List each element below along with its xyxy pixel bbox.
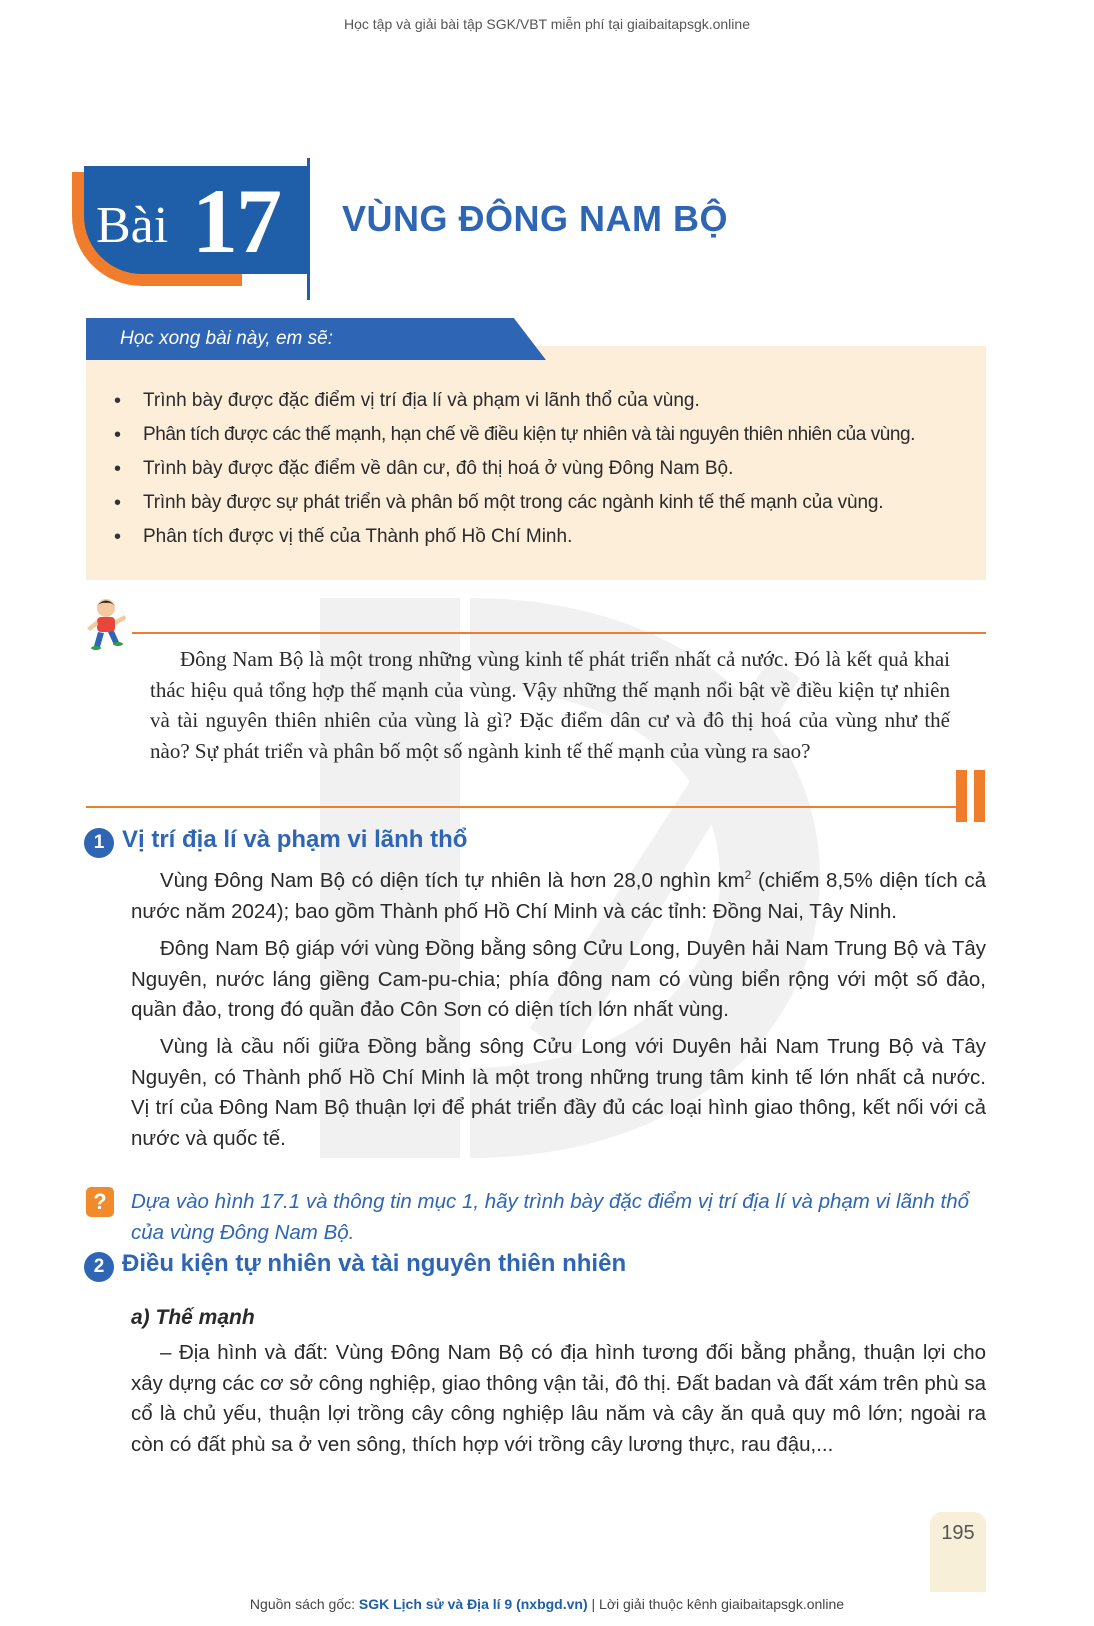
lesson-badge-word: Bài [96, 197, 169, 254]
page-number: 195 [941, 1522, 975, 1544]
footer-suffix: | Lời giải thuộc kênh giaibaitapsgk.online [587, 1596, 845, 1612]
objective-item: • Trình bày được đặc điểm về dân cư, đô thị hoá ở vùng Đông Nam Bộ. [110, 452, 980, 486]
intro-top-rule [132, 632, 986, 634]
section-2-title: Điều kiện tự nhiên và tài nguyên thiên nhiên [122, 1250, 627, 1277]
intro-end-marker [956, 770, 986, 822]
footer [0, 1596, 1094, 1612]
subsection-a-title: a) Thế mạnh [131, 1306, 255, 1329]
objective-item: • Phân tích được vị thế của Thành phố Hồ Chí Minh. [110, 520, 980, 554]
section-1-paragraph-3: Vùng là cầu nối giữa Đồng bằng sông Cửu Long với Duyên hải Nam Trung Bộ và Tây Nguyên, có Thành phố Hồ Chí Minh là một trong những trung tâm kinh tế lớn nhất cả nước. Vị trí của Đông Nam Bộ thuận lợi để phát triển đầy đủ các loại hình giao thông, kết nối với cả nước và quốc tế. [131, 1035, 986, 1150]
section-1-paragraph-2: Đông Nam Bộ giáp với vùng Đồng bằng sông Cửu Long, Duyên hải Nam Trung Bộ và Tây Nguyên, nước láng giềng Cam-pu-chia; phía đông nam có vùng biển rộng với một số đảo, quần đảo, trong đó quần đảo Côn Sơn có diện tích lớn nhất vùng. [131, 937, 986, 1021]
section-2-paragraph-1: – Địa hình và đất: Vùng Đông Nam Bộ có địa hình tương đối bằng phẳng, thuận lợi cho xây dựng các cơ sở công nghiệp, giao thông vận tải, đô thị. Đất badan và đất xám trên phù sa cổ là chủ yếu, thuận lợi trồng cây công nghiệp lâu năm và cây ăn quả quy mô lớn; ngoài ra còn có đất phù sa ở ven sông, thích hợp với trồng cây lương thực, rau đậu,... [131, 1341, 986, 1456]
lesson-title: VÙNG ĐÔNG NAM BỘ [342, 198, 728, 239]
footer-source-link[interactable]: SGK Lịch sử và Địa lí 9 (nxbgd.vn) [358, 1596, 588, 1612]
question-icon: ? [86, 1187, 114, 1217]
intro-paragraph: Đông Nam Bộ là một trong những vùng kinh tế phát triển nhất cả nước. Đó là kết quả khai thác hiệu quả tổng hợp thế mạnh của vùng. Vậy những thế mạnh nổi bật về điều kiện tự nhiên và tài nguyên thiên nhiên của vùng là gì? Đặc điểm dân cư và đô thị hoá của vùng như thế nào? Sự phát triển và phân bố một số ngành kinh tế thế mạnh của vùng ra sao? [150, 647, 950, 763]
question-text: Dựa vào hình 17.1 và thông tin mục 1, hãy trình bày đặc điểm vị trí địa lí và phạm vi lãnh thổ của vùng Đông Nam Bộ. [131, 1190, 970, 1244]
objectives-list [110, 384, 980, 554]
objectives-heading: Học xong bài này, em sẽ: [120, 328, 333, 349]
top-note: Học tập và giải bài tập SGK/VBT miễn phí tại giaibaitapsgk.online [344, 16, 750, 32]
section-1-paragraph-1: Vùng Đông Nam Bộ có diện tích tự nhiên là hơn 28,0 nghìn $km^2$ (chiếm 8,5% diện tích cả nước năm 2024); bao gồm Thành phố Hồ Chí Minh và các tỉnh: Đồng Nai, Tây Ninh. [131, 868, 986, 923]
section-1-title: Vị trí địa lí và phạm vi lãnh thổ [122, 826, 468, 853]
objective-item: • Trình bày được sự phát triển và phân bố một trong các ngành kinh tế thế mạnh của vùng. [110, 486, 980, 520]
intro-bottom-rule [86, 806, 966, 808]
objective-item: • Trình bày được đặc điểm vị trí địa lí và phạm vi lãnh thổ của vùng. [110, 384, 980, 418]
footer-prefix: Nguồn sách gốc: [249, 1596, 359, 1612]
lesson-badge-divider [307, 158, 310, 300]
lesson-badge-number: 17 [192, 170, 280, 272]
objective-item: • Phân tích được các thế mạnh, hạn chế về điều kiện tự nhiên và tài nguyên thiên nhiên của vùng. [110, 418, 980, 452]
student-mascot-icon [84, 598, 128, 650]
section-2-number: 2 [84, 1252, 114, 1282]
section-1-number: 1 [84, 828, 114, 858]
